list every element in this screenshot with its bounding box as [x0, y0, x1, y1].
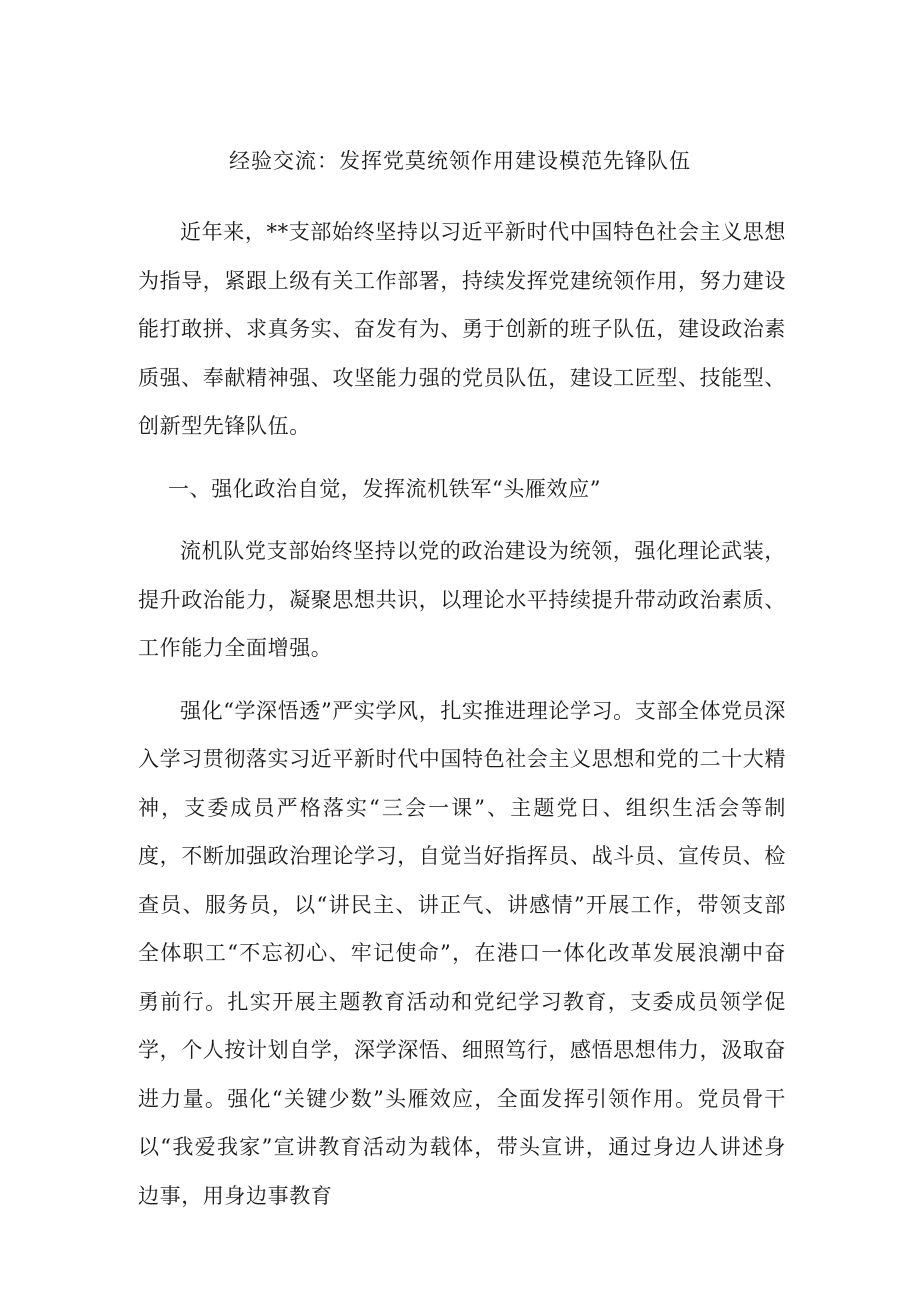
paragraph-spacer: [138, 673, 786, 687]
document-title: 经验交流：发挥党莫统领作用建设模范先锋队伍: [229, 149, 691, 173]
detail-paragraph: 强化“学深悟透”严实学风，扎实推进理论学习。支部全体党员深入学习贯彻落实习近平新时代中国特色社会主义思想和党的二十大精神，支委成员严格落实“三会一课”、主题党日、组织生活会等制度，不断加强政治理论学习，自觉当好指挥员、战斗员、宣传员、检查员、服务员，以“讲民主、讲正气、讲感情”开展工作，带领支部全体职工“不忘初心、牢记使命”，在港口一体化改革发展浪潮中奋勇前行。扎实开展主题教育活动和党纪学习教育，支委成员领学促学，个人按计划自学，深学深悟、细照笃行，感悟思想伟力，汲取奋进力量。强化“关键少数”头雁效应，全面发挥引领作用。党员骨干以“我爱我家”宣讲教育活动为载体，带头宣讲，通过身边人讲述身边事，用身边事教育: [138, 698, 786, 1208]
intro-paragraph: 近年来，**支部始终坚持以习近平新时代中国特色社会主义思想为指导，紧跟上级有关工作部署，持续发挥党建统领作用，努力建设能打敢拼、求真务实、奋发有为、勇于创新的班子队伍，建设政治素质强、奉献精神强、攻坚能力强的党员队伍，建设工匠型、技能型、创新型先锋队伍。: [138, 220, 786, 438]
paragraph-spacer: [138, 513, 786, 527]
section-paragraph: 流机队党支部始终坚持以党的政治建设为统领，强化理论武装，提升政治能力，凝聚思想共识，以理论水平持续提升带动政治素质、工作能力全面增强。: [138, 539, 786, 660]
document-body: [138, 208, 786, 1220]
section-heading: 一、强化政治自觉，发挥流机铁军“头雁效应”: [168, 476, 602, 501]
paragraph-spacer: [138, 451, 786, 465]
